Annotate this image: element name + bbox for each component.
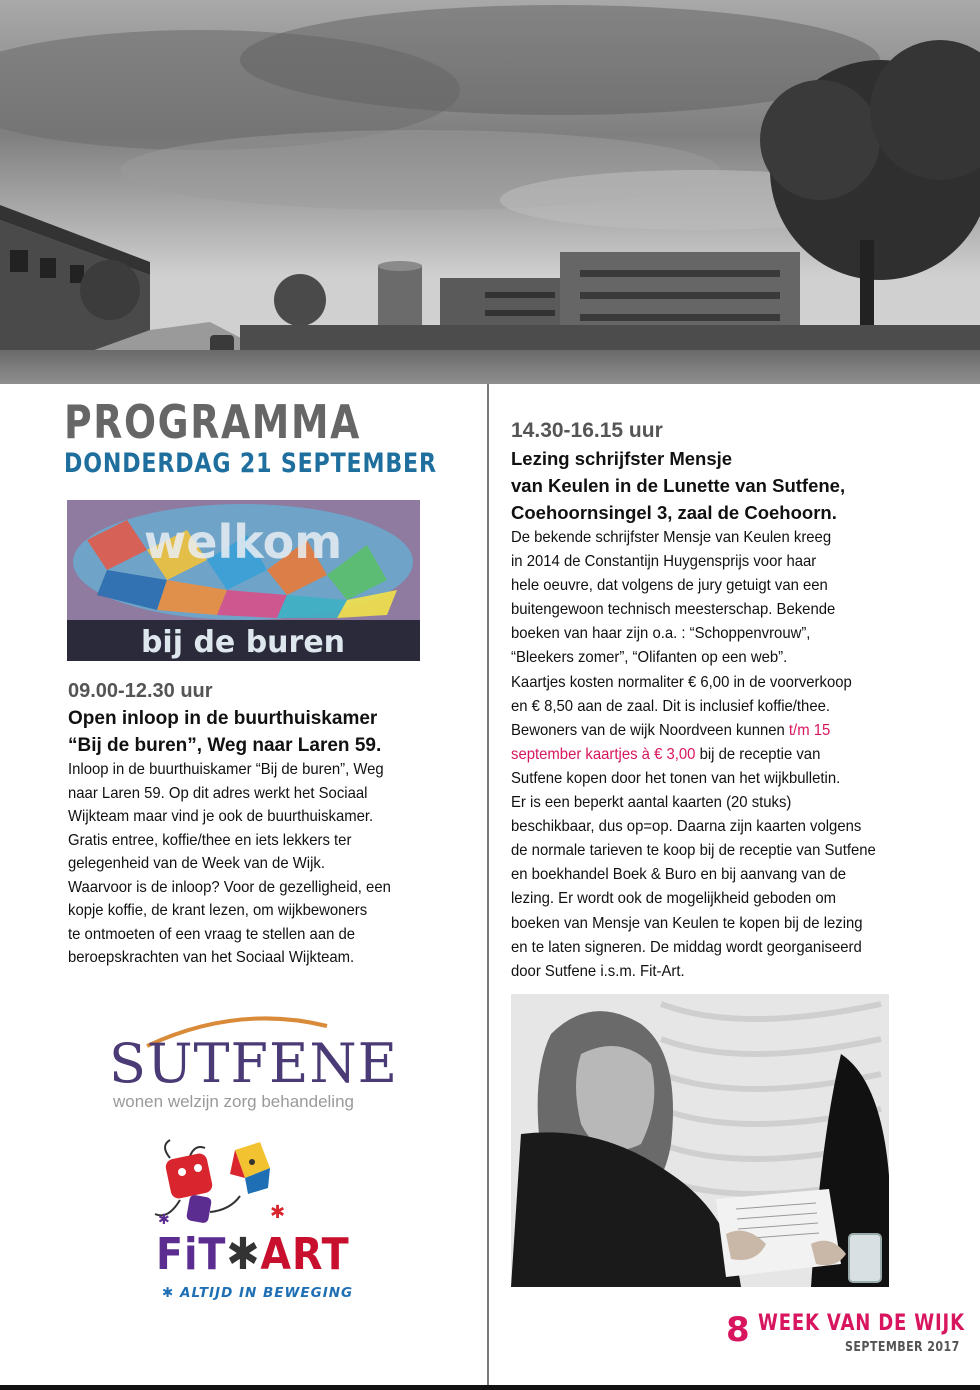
fitart-mascot-icon [140, 1138, 370, 1238]
event-afternoon-body-line: boeken van haar zijn o.a. : “Schoppenvrouw”, [511, 625, 811, 643]
event-afternoon-title-line2: van Keulen in de Lunette van Sutfene, [511, 475, 846, 496]
sutfene-name: SUTFENE [109, 1032, 399, 1095]
event-morning-body-line: gelegenheid van de Week van de Wijk. [68, 855, 325, 872]
event-afternoon [511, 418, 911, 983]
svg-text:✱: ✱ [158, 1212, 170, 1228]
footer-title: WEEK VAN DE WIJK [758, 1311, 965, 1336]
sutfene-logo [107, 1012, 399, 1112]
event-afternoon-body-line: de normale tarieven te koop bij de receptie van Sutfene [511, 842, 876, 860]
programma-date: DONDERDAG 21 SEPTEMBER [64, 448, 437, 479]
event-morning-body-line: te ontmoeten of een vraag te stellen aan de [68, 925, 356, 943]
event-morning-body-line: Gratis entree, koffie/thee en iets lekkers ter [68, 831, 352, 849]
event-afternoon-body-line: en te laten signeren. De middag wordt georganiseerd [511, 938, 862, 956]
price-highlight: september kaartjes à € 3,00 [511, 745, 696, 763]
event-afternoon-body-line: beschikbaar, dus op=op. Daarna zijn kaarten volgens [511, 818, 862, 836]
fitart-art: ART [260, 1229, 350, 1280]
price-highlight: t/m 15 [788, 721, 831, 739]
event-afternoon-body-line [511, 743, 879, 766]
event-afternoon-body-line: De bekende schrijfster Mensje van Keulen kreeg [511, 529, 832, 546]
event-afternoon-body-line: en € 8,50 aan de zaal. Dit is inclusief koffie/thee. [511, 697, 831, 715]
event-afternoon-title-line1: Lezing schrijfster Mensje [511, 448, 733, 469]
event-afternoon-body-line: in 2014 de Constantijn Huygensprijs voor haar [511, 553, 817, 571]
body-text-normal: bij de receptie van [695, 745, 821, 763]
event-morning-time: 09.00-12.30 uur [68, 680, 213, 702]
event-afternoon-body-line: boeken van Mensje van Keulen te kopen bij de lezing [511, 914, 863, 932]
event-morning-title-line2: “Bij de buren”, Weg naar Laren 59. [68, 735, 382, 756]
event-morning-body-line: Waarvoor is de inloop? Voor de gezelligheid, een [68, 878, 391, 896]
event-afternoon-time: 14.30-16.15 uur [511, 419, 663, 442]
event-morning-body-line: Inloop in de buurthuiskamer “Bij de buren”, Weg [68, 761, 384, 778]
event-afternoon-body-line: Kaartjes kosten normaliter € 6,00 in de voorverkoop [511, 673, 852, 691]
event-afternoon-title-line3: Coehoornsingel 3, zaal de Coehoorn. [511, 502, 837, 523]
fitart-wordmark [156, 1230, 350, 1280]
fitart-star-icon: ✱ [226, 1229, 261, 1280]
fitart-fit: FiT [156, 1229, 227, 1280]
svg-text:welkom: welkom [143, 515, 343, 569]
svg-text:bij de buren: bij de buren [140, 625, 346, 660]
event-morning-body-line: kopje koffie, de krant lezen, om wijkbewoners [68, 902, 368, 919]
event-afternoon-body-line [511, 719, 879, 742]
event-afternoon-body-line: door Sutfene i.s.m. Fit-Art. [511, 962, 685, 980]
fitart-tagline: ✱ ALTIJD IN BEWEGING [162, 1285, 354, 1301]
welkom-mosaic-photo [67, 500, 420, 661]
author-signing-photo [511, 994, 889, 1287]
event-afternoon-body-line: en boekhandel Boek & Buro en bij aanvang van de [511, 866, 847, 884]
event-afternoon-body-line: hele oeuvre, dat volgens de jury getuigt van een [511, 577, 828, 595]
footer-date: SEPTEMBER 2017 [845, 1340, 960, 1355]
event-morning-body-line: naar Laren 59. Op dit adres werkt het Sociaal [68, 784, 368, 802]
svg-text:✱: ✱ [270, 1202, 286, 1223]
event-afternoon-body-line: Sutfene kopen door het tonen van het wijkbulletin. [511, 769, 841, 787]
event-morning-title-line1: Open inloop in de buurthuiskamer [68, 708, 378, 729]
event-morning-body-line: beroepskrachten van het Sociaal Wijkteam. [68, 949, 355, 966]
neighborhood-panorama [0, 0, 980, 384]
event-morning [68, 678, 408, 970]
body-text-normal: Bewoners van de wijk Noordveen kunnen [511, 721, 789, 739]
programma-heading: PROGRAMMA [64, 395, 361, 449]
column-divider [487, 384, 489, 1390]
sutfene-tagline: wonen welzijn zorg behandeling [113, 1092, 354, 1111]
event-afternoon-body-line: “Bleekers zomer”, “Olifanten op een web”. [511, 649, 788, 667]
event-afternoon-body-line: lezing. Er wordt ook de mogelijkheid geboden om [511, 890, 837, 908]
event-morning-body-line: Wijkteam maar vind je ook de buurthuiskamer. [68, 808, 374, 825]
fitart-logo [140, 1138, 370, 1313]
event-afternoon-body-line: Er is een beperkt aantal kaarten (20 stuks) [511, 794, 792, 812]
bottom-rule [0, 1385, 980, 1390]
event-afternoon-body-line: buitengewoon technisch meesterschap. Bekende [511, 601, 836, 619]
page-number: 8 [726, 1310, 750, 1350]
hero-photo [0, 0, 980, 384]
